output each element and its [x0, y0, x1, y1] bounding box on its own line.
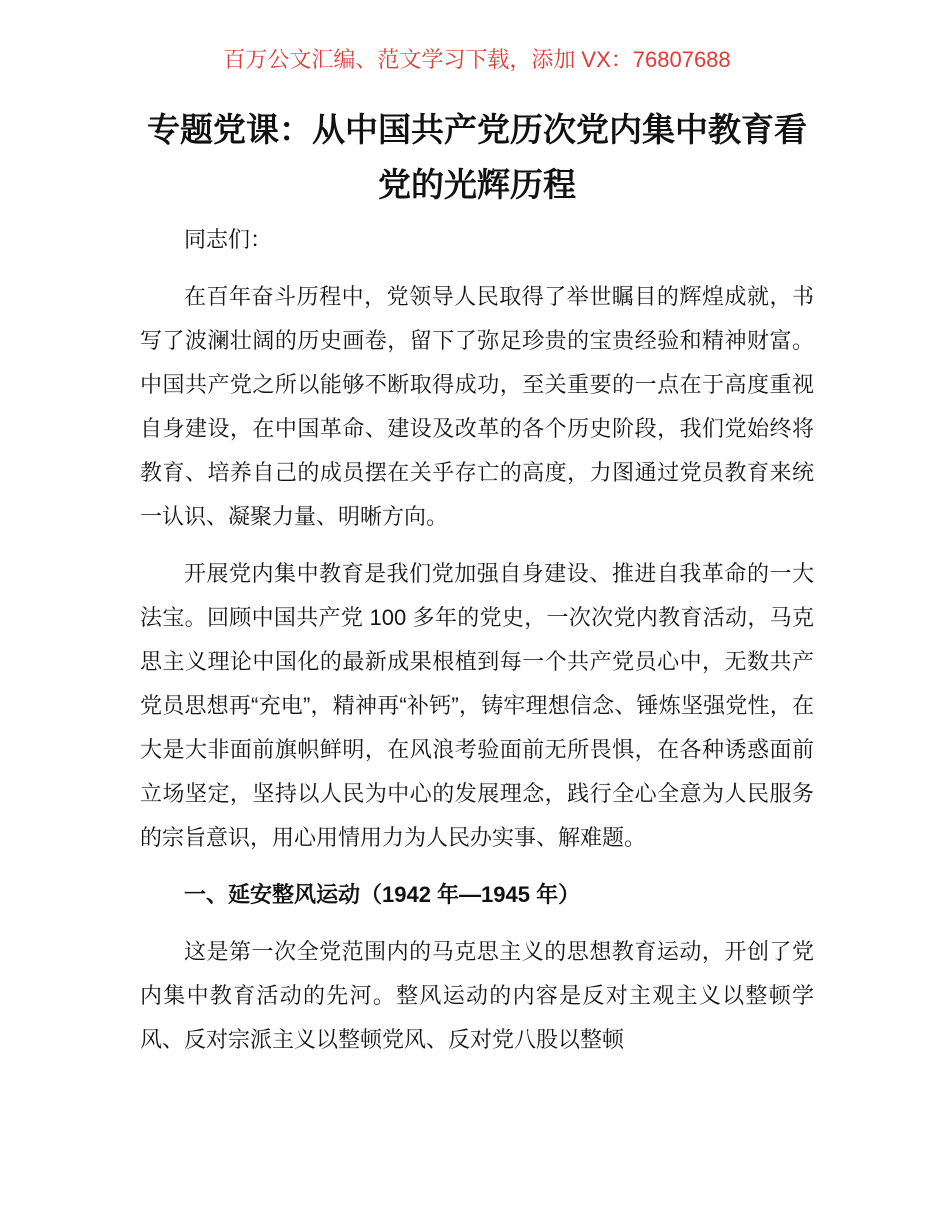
body-paragraph: 在百年奋斗历程中，党领导人民取得了举世瞩目的辉煌成就，书写了波澜壮阔的历史画卷，留下了弥足珍贵的宝贵经验和精神财富。中国共产党之所以能够不断取得成功，至关重要的一点在于高度重视自身建设，在中国革命、建设及改革的各个历史阶段，我们党始终将教育、培养自己的成员摆在关乎存亡的高度，力图通过党员教育来统一认识、凝聚力量、明晰方向。: [140, 284, 814, 529]
body-paragraph: 开展党内集中教育是我们党加强自身建设、推进自我革命的一大法宝。回顾中国共产党 100 多年的党史，一次次党内教育活动，马克思主义理论中国化的最新成果根植到每一个共产党员心中，无数共产党员思想再“充电”，精神再“补钙”，铸牢理想信念、锤炼坚强党性，在大是大非面前旗帜鲜明，在风浪考验面前无所畏惧，在各种诱惑面前立场坚定，坚持以人民为中心的发展理念，践行全心全意为人民服务的宗旨意识，用心用情用力为人民办实事、解难题。: [140, 561, 814, 850]
section-heading: 一、延安整风运动（1942 年—1945 年）: [184, 882, 581, 907]
document-title: 专题党课：从中国共产党历次党内集中教育看党的光辉历程: [147, 111, 807, 203]
salutation: 同志们：: [184, 227, 273, 252]
promo-watermark-text: 百万公文汇编、范文学习下载，添加 VX：76807688: [223, 47, 731, 72]
body-paragraph: 这是第一次全党范围内的马克思主义的思想教育运动，开创了党内集中教育活动的先河。整风运动的内容是反对主观主义以整顿学风、反对宗派主义以整顿党风、反对党八股以整顿: [140, 939, 814, 1052]
